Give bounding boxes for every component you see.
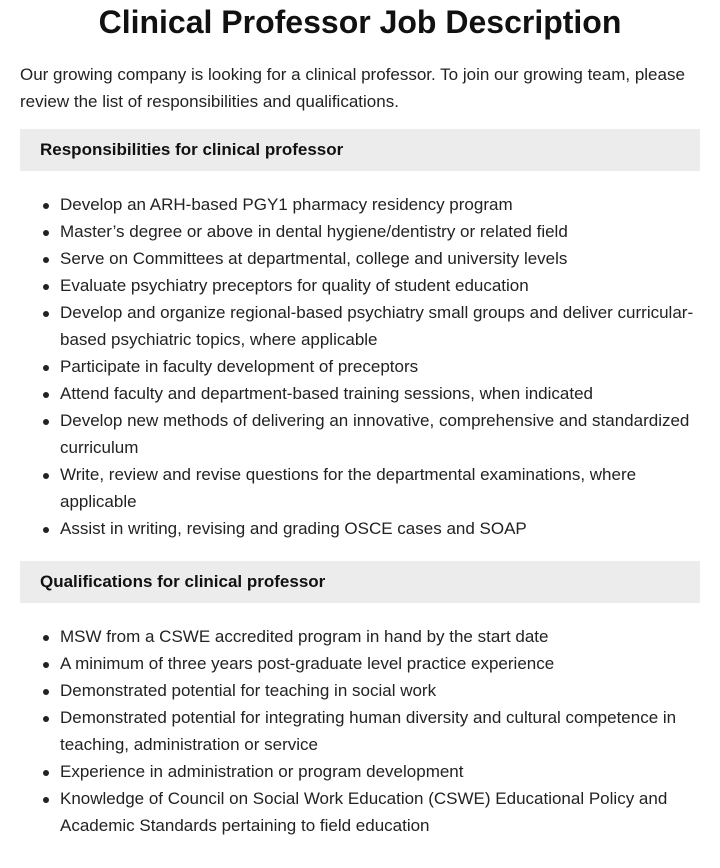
list-item: Demonstrated potential for teaching in social work: [60, 677, 700, 704]
list-item: Develop and organize regional-based psychiatry small groups and deliver curricular-based psychiatric topics, where applicable: [60, 299, 700, 353]
list-item: MSW from a CSWE accredited program in hand by the start date: [60, 623, 700, 650]
qualifications-list: [20, 623, 700, 839]
list-item: Write, review and revise questions for the departmental examinations, where applicable: [60, 461, 700, 515]
list-item: Serve on Committees at departmental, college and university levels: [60, 245, 700, 272]
list-item: Participate in faculty development of preceptors: [60, 353, 700, 380]
list-item: Attend faculty and department-based training sessions, when indicated: [60, 380, 700, 407]
qualifications-heading: Qualifications for clinical professor: [20, 561, 700, 603]
list-item: Demonstrated potential for integrating human diversity and cultural competence in teaching, administration or service: [60, 704, 700, 758]
list-item: A minimum of three years post-graduate level practice experience: [60, 650, 700, 677]
page-title: Clinical Professor Job Description: [98, 4, 622, 40]
responsibilities-heading: Responsibilities for clinical professor: [20, 129, 700, 171]
list-item: Develop an ARH-based PGY1 pharmacy residency program: [60, 191, 700, 218]
list-item: Develop new methods of delivering an innovative, comprehensive and standardized curriculum: [60, 407, 700, 461]
intro-paragraph: Our growing company is looking for a clinical professor. To join our growing team, please review the list of responsibilities and qualifications.: [20, 65, 685, 111]
list-item: Experience in administration or program development: [60, 758, 700, 785]
responsibilities-list: [20, 191, 700, 542]
list-item: Master’s degree or above in dental hygiene/dentistry or related field: [60, 218, 700, 245]
list-item: Knowledge of Council on Social Work Education (CSWE) Educational Policy and Academic Standards pertaining to field education: [60, 785, 700, 839]
list-item: Evaluate psychiatry preceptors for quality of student education: [60, 272, 700, 299]
list-item: Assist in writing, revising and grading OSCE cases and SOAP: [60, 515, 700, 542]
